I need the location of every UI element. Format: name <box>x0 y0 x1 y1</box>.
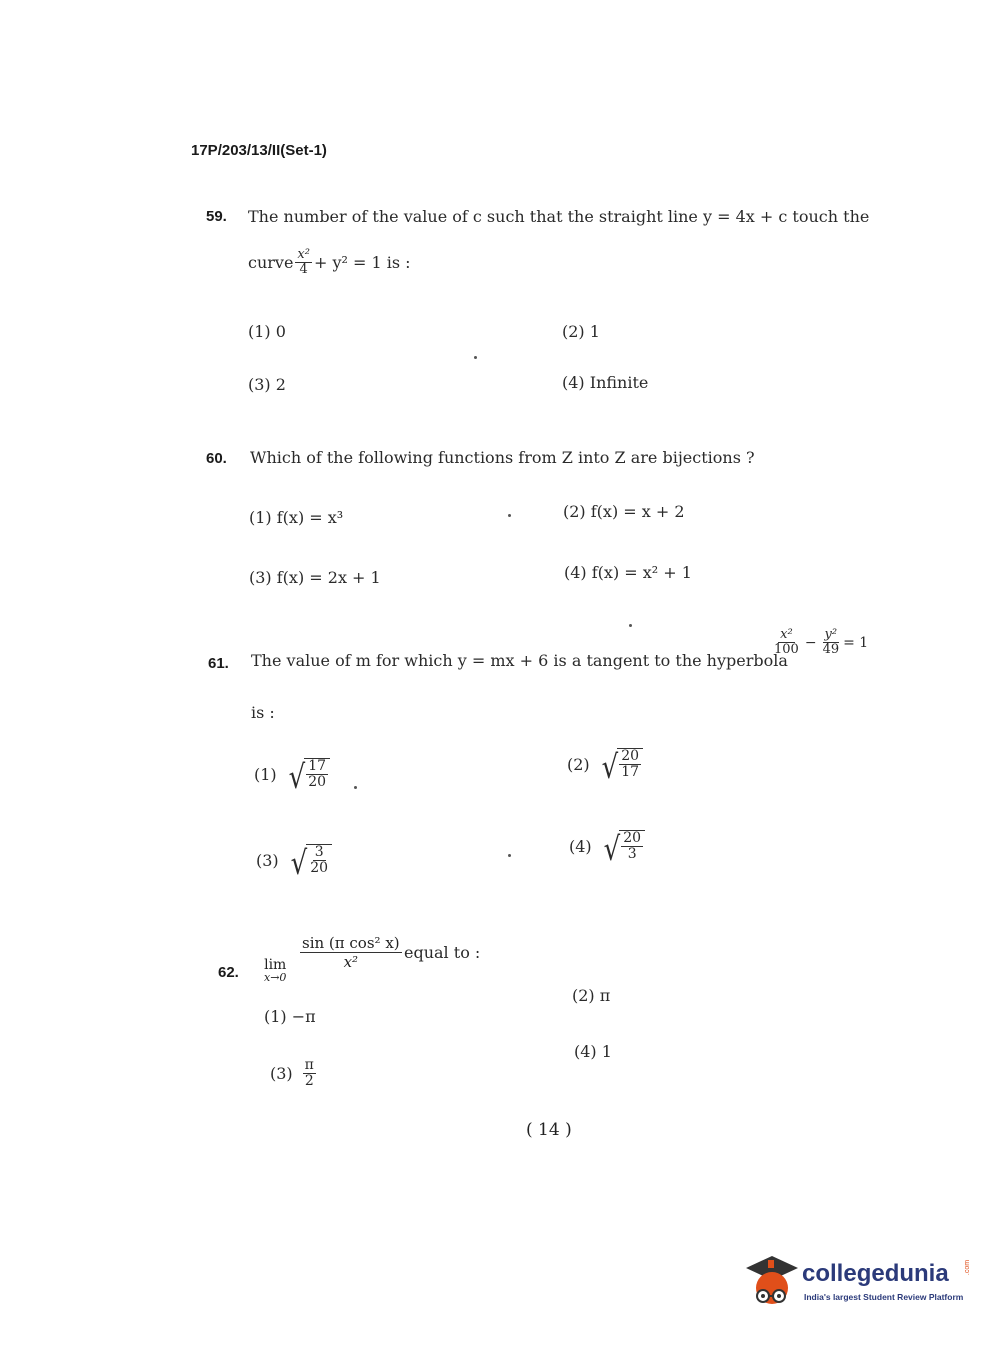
fraction-denominator: 2 <box>304 1073 314 1090</box>
fraction-numerator: x² <box>297 247 310 262</box>
option-label: (2) <box>567 754 590 774</box>
root-numerator: 20 <box>621 748 640 764</box>
question-60-option-4: (4) f(x) = x² + 1 <box>564 563 692 582</box>
question-59-option-1: (1) 0 <box>248 322 286 341</box>
question-60-option-2: (2) f(x) = x + 2 <box>563 502 685 521</box>
question-59-number: 59. <box>206 208 227 225</box>
square-root: √ $\frac{20}{3}$ <box>604 830 645 863</box>
question-62-suffix: equal to : <box>404 943 481 962</box>
question-62-option-4: (4) 1 <box>574 1042 612 1061</box>
option-fraction <box>303 1058 316 1090</box>
root-denominator: 20 <box>308 774 327 791</box>
option-label: (1) <box>254 764 277 784</box>
square-root: √ $\frac{20}{17}$ <box>602 748 643 781</box>
question-61-option-4 <box>569 830 645 869</box>
question-61-option-3 <box>256 844 332 883</box>
question-61-number: 61. <box>208 655 229 672</box>
question-62-option-1: (1) −π <box>264 1007 316 1026</box>
question-62-option-3 <box>270 1058 318 1090</box>
hyperbola-x-denominator: 100 <box>774 642 799 658</box>
hyperbola-rhs: = 1 <box>843 634 869 651</box>
root-numerator: 17 <box>308 758 327 774</box>
logo-tagline: India's largest Student Review Platform <box>804 1292 964 1302</box>
paper-code: 17P/203/13/II(Set-1) <box>191 142 327 159</box>
fraction-denominator: 4 <box>299 262 308 278</box>
question-59-curve-prefix: curve <box>248 253 294 273</box>
hyperbola-x-numerator: x² <box>780 627 793 642</box>
scan-speck <box>629 624 632 627</box>
scan-speck <box>508 854 511 857</box>
question-59-option-3: (3) 2 <box>248 375 286 394</box>
fraction-numerator: π <box>304 1057 314 1073</box>
limit-numerator: sin (π cos² x) <box>302 934 400 952</box>
hyperbola-x-fraction <box>772 628 801 658</box>
option-label: (3) <box>270 1064 293 1084</box>
question-59-fraction <box>295 248 312 278</box>
question-60-option-1: (1) f(x) = x³ <box>249 508 344 527</box>
logo-wordmark: collegedunia <box>802 1260 949 1287</box>
question-59-curve <box>248 248 411 278</box>
root-numerator: 3 <box>314 844 324 860</box>
question-59-option-2: (2) 1 <box>562 322 600 341</box>
page-number: ( 14 ) <box>526 1120 572 1140</box>
scan-speck <box>354 786 357 789</box>
hyperbola-equation: $\frac{\text{x²}}{100}$ − $\frac{\text{y²}}{49}$ = 1 <box>774 627 869 658</box>
option-label: (4) <box>569 836 592 856</box>
hyperbola-y-fraction <box>821 628 842 658</box>
limit-denominator: x² <box>343 953 359 971</box>
hyperbola-y-denominator: 49 <box>822 642 840 658</box>
root-denominator: 17 <box>621 764 640 781</box>
mascot-icon <box>742 1250 800 1312</box>
question-59-text: The number of the value of c such that the straight line y = 4x + c touch the <box>248 207 870 226</box>
question-59-curve-suffix: + y² = 1 is : <box>313 253 411 273</box>
question-61-option-1 <box>254 758 330 797</box>
question-60-text: Which of the following functions from Z into Z are bijections ? <box>250 448 755 467</box>
root-denominator: 20 <box>310 860 329 877</box>
limit-subscript: x→0 <box>264 971 287 984</box>
limit-label: lim <box>264 957 287 973</box>
question-61-option-2 <box>567 748 643 787</box>
question-60-number: 60. <box>206 450 227 467</box>
collegedunia-logo <box>742 1250 972 1312</box>
option-label: (3) <box>256 850 279 870</box>
scan-speck <box>508 514 511 517</box>
limit-fraction <box>300 934 402 971</box>
root-denominator: 3 <box>627 846 637 863</box>
question-60-option-3: (3) f(x) = 2x + 1 <box>249 568 381 587</box>
question-62-number: 62. <box>218 964 239 981</box>
root-numerator: 20 <box>623 830 642 846</box>
scan-speck <box>474 356 477 359</box>
question-61-text: The value of m for which y = mx + 6 is a tangent to the hyperbola <box>251 651 788 670</box>
question-59-option-4: (4) Infinite <box>562 373 649 392</box>
question-61-suffix: is : <box>251 703 275 722</box>
limit-operator <box>264 958 286 983</box>
square-root: √ $\frac{17}{20}$ <box>289 758 330 791</box>
logo-domain: .com <box>964 1259 972 1276</box>
square-root: √ $\frac{3}{20}$ <box>291 844 332 877</box>
hyperbola-y-numerator: y² <box>824 627 838 642</box>
question-62-option-2: (2) π <box>572 986 611 1005</box>
